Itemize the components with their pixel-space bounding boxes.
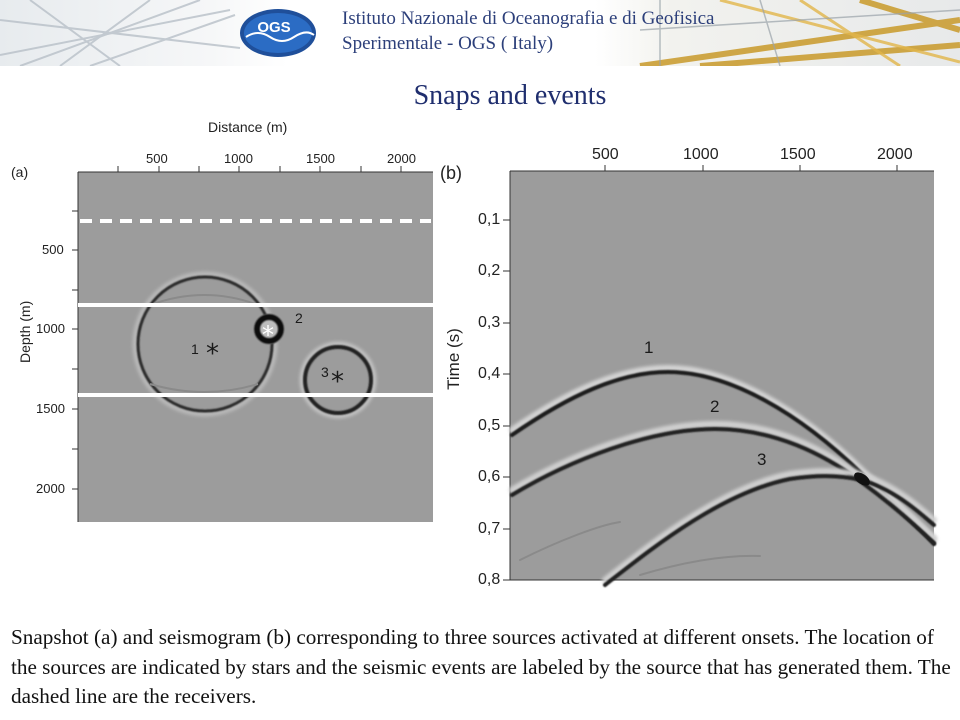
panel-b-y-axis-label: Time (s) xyxy=(444,328,463,390)
panel-b-y-tick-0-4: 0,4 xyxy=(478,365,501,382)
slide-title: Snaps and events xyxy=(413,80,607,111)
panel-b-y-tick-0-6: 0,6 xyxy=(478,468,501,485)
panel-b-y-tick-0-3: 0,3 xyxy=(478,314,501,331)
panel-a-x-tick-1500: 1500 xyxy=(306,151,335,166)
event-3-label: 3 xyxy=(757,450,767,469)
panel-a-label: (a) xyxy=(11,164,29,180)
source-1-label: 1 xyxy=(191,341,199,357)
panel-a-plot-area xyxy=(78,172,433,522)
source-1-star: * xyxy=(206,339,219,369)
source-2-star: * xyxy=(262,321,274,349)
panel-b-label: (b) xyxy=(440,163,462,183)
source-3-label: 3 xyxy=(321,364,329,380)
panel-a-x-axis-label: Distance (m) xyxy=(208,119,288,135)
institute-line-2: Sperimentale - OGS ( Italy) xyxy=(342,33,554,54)
institute-line-1: Istituto Nazionale di Oceanografia e di Geofisica xyxy=(342,8,715,29)
panel-b-y-tick-0-5: 0,5 xyxy=(478,417,501,434)
source-2-label: 2 xyxy=(295,310,303,326)
panel-b-y-tick-0-1: 0,1 xyxy=(478,211,501,228)
panel-a-y-tick-500: 500 xyxy=(42,242,64,257)
panel-a-x-tick-500: 500 xyxy=(146,151,168,166)
figure-caption: Snapshot (a) and seismogram (b) corresponding to three sources activated at different onsets. The location of the sources are indicated by stars and the seismic events are labeled by the source that has generated them. The dashed line are the receivers. xyxy=(11,625,951,708)
panel-a-y-tick-1500: 1500 xyxy=(36,401,65,416)
panel-b-y-tick-0-2: 0,2 xyxy=(478,262,501,279)
source-3-star: * xyxy=(331,367,344,397)
panel-b-x-tick-1000: 1000 xyxy=(683,146,719,163)
panel-b-x-tick-500: 500 xyxy=(592,146,619,163)
event-1-label: 1 xyxy=(644,338,654,357)
panel-a-y-axis-label: Depth (m) xyxy=(17,300,33,363)
panel-b-x-tick-2000: 2000 xyxy=(877,146,913,163)
panel-b-y-tick-0-7: 0,7 xyxy=(478,520,501,537)
panel-a-x-tick-2000: 2000 xyxy=(387,151,416,166)
panel-a-x-tick-1000: 1000 xyxy=(224,151,253,166)
event-2-label: 2 xyxy=(710,397,720,416)
panel-b-x-tick-1500: 1500 xyxy=(780,146,816,163)
svg-text:OGS: OGS xyxy=(257,19,291,36)
panel-a-y-tick-2000: 2000 xyxy=(36,481,65,496)
panel-b-y-tick-0-8: 0,8 xyxy=(478,571,501,588)
panel-a-y-tick-1000: 1000 xyxy=(36,321,65,336)
